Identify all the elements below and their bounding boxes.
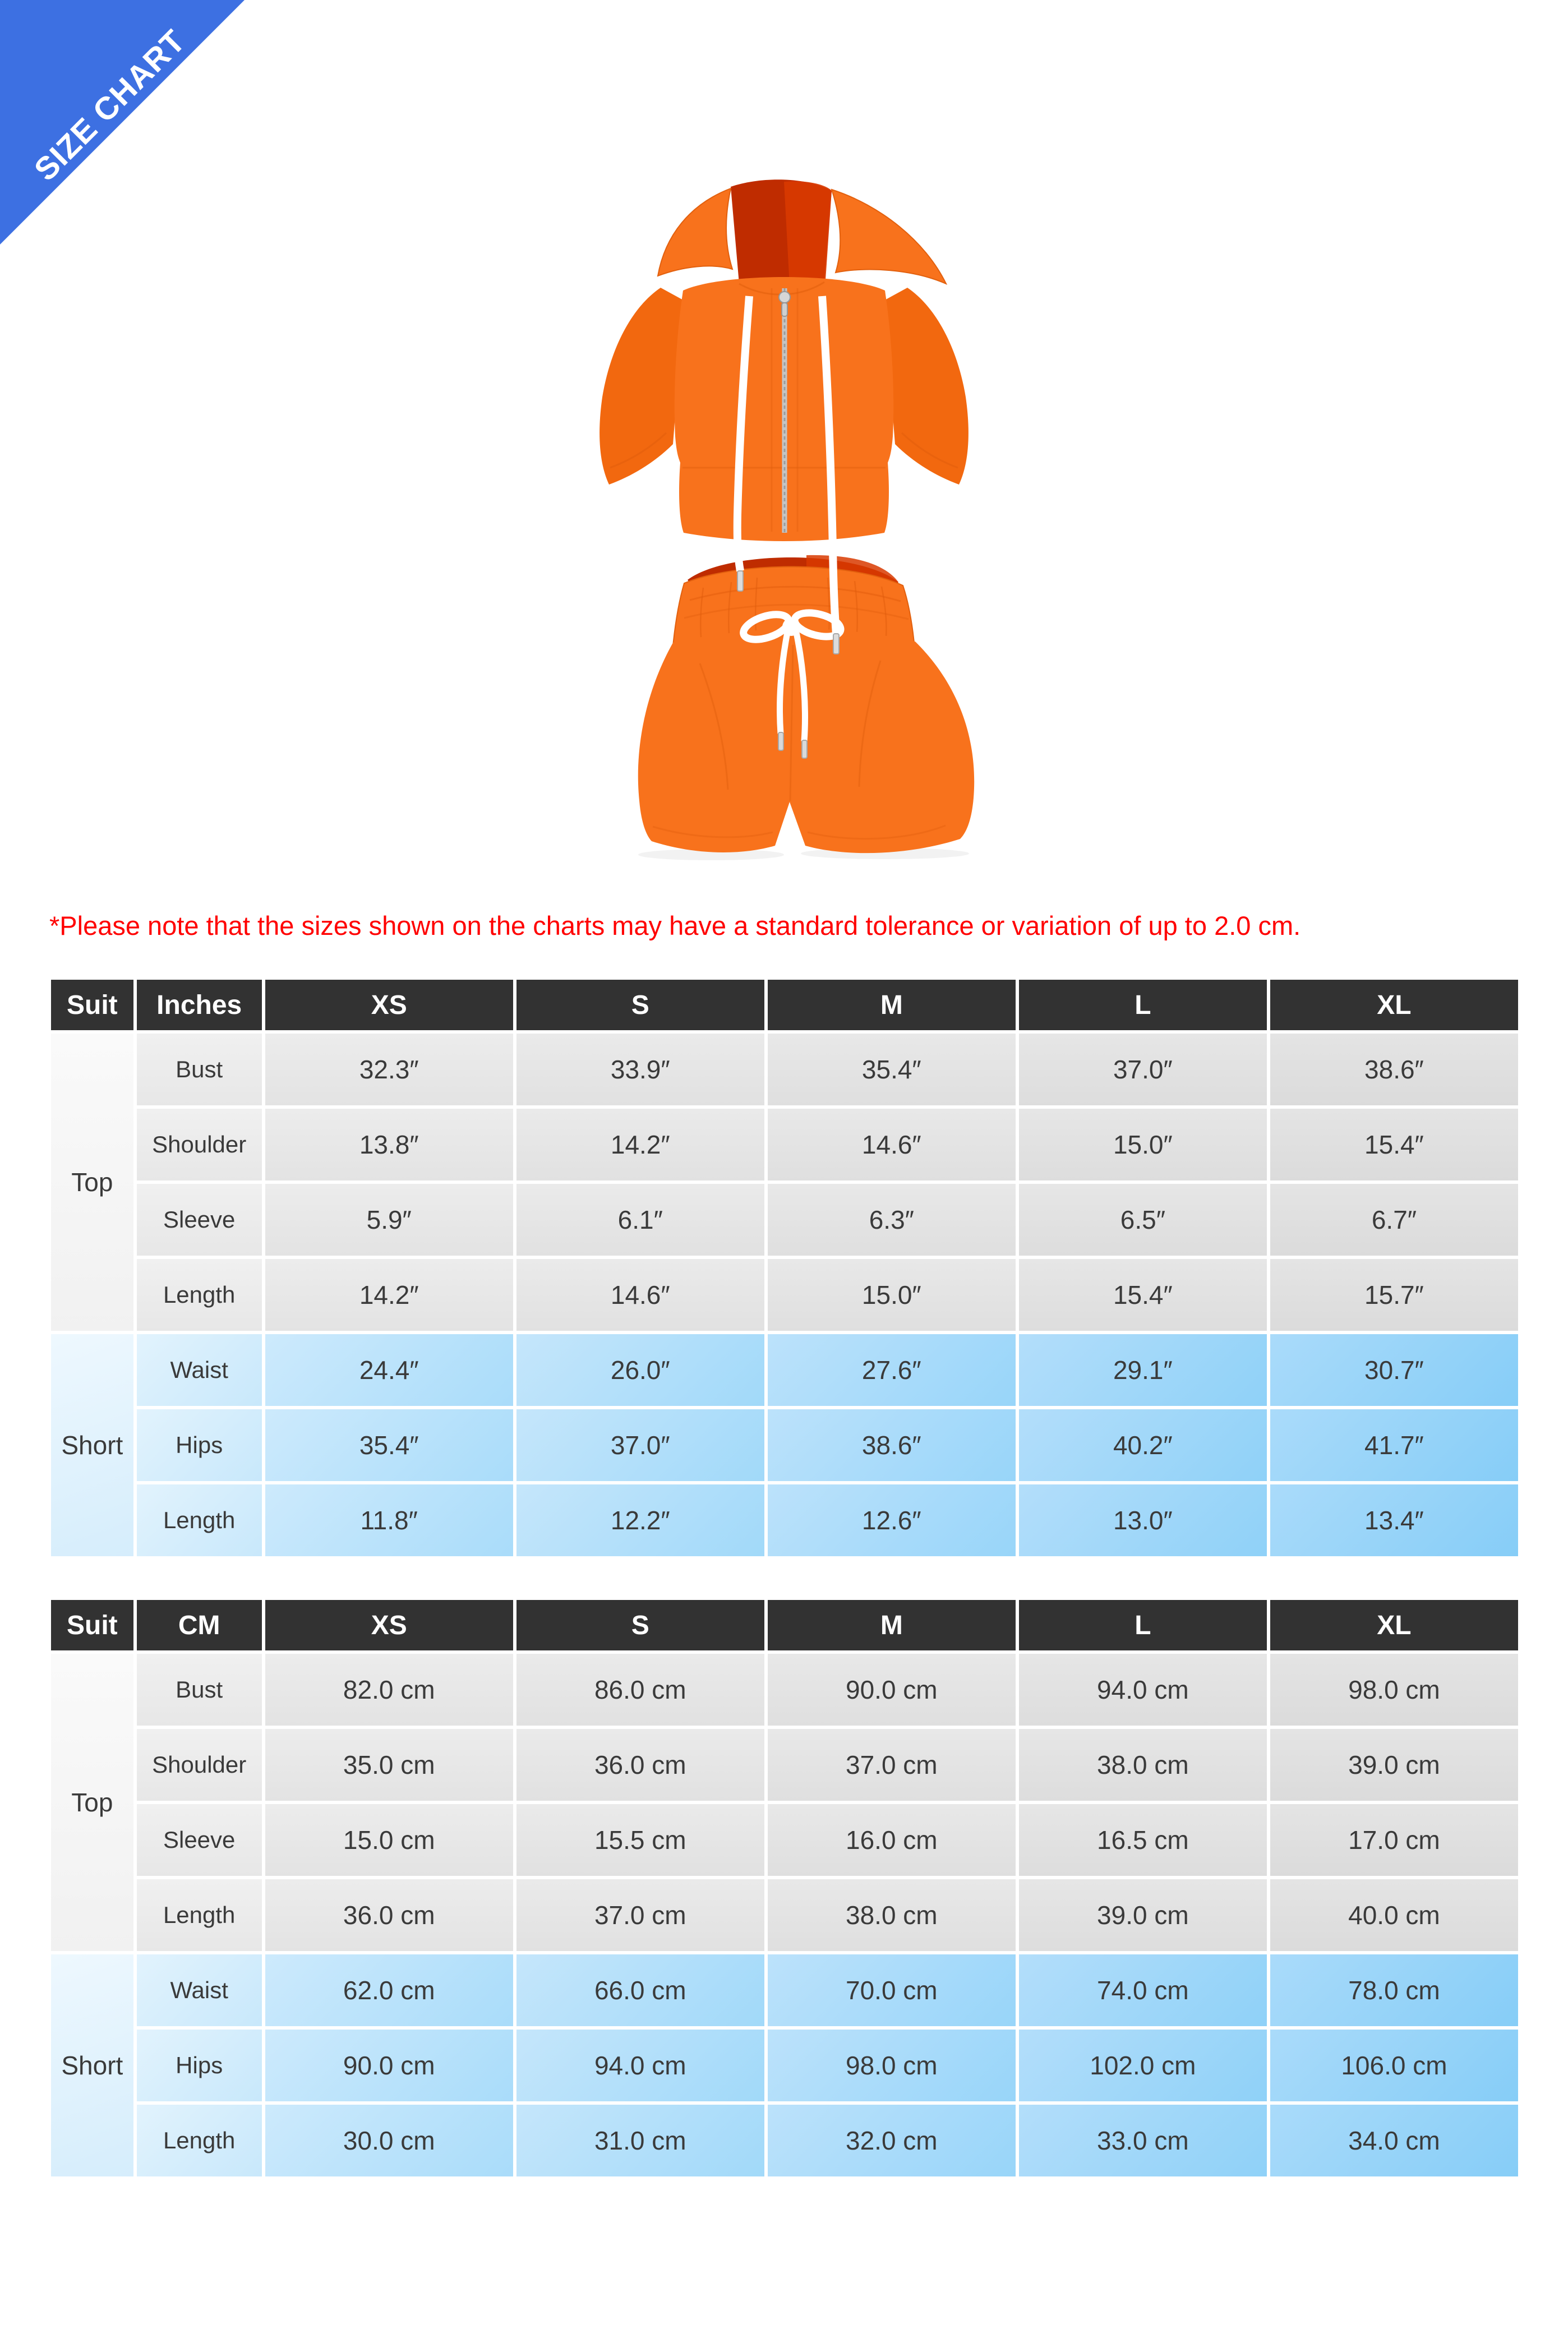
table-header-row xyxy=(51,1600,1518,1650)
size-value: 35.0 cm xyxy=(265,1729,513,1801)
size-table-inches xyxy=(48,976,1521,1560)
drawstring-aglet xyxy=(778,732,783,750)
size-value: 12.6″ xyxy=(768,1484,1016,1556)
size-value: 30.7″ xyxy=(1270,1334,1518,1406)
zipper-slider xyxy=(779,292,790,303)
header-size-s: S xyxy=(516,1600,764,1650)
table-row xyxy=(51,1334,1518,1406)
row-label: Sleeve xyxy=(137,1184,262,1256)
header-unit: CM xyxy=(137,1600,262,1650)
size-value: 16.5 cm xyxy=(1019,1804,1267,1876)
size-value: 35.4″ xyxy=(265,1409,513,1481)
size-value: 27.6″ xyxy=(768,1334,1016,1406)
row-label: Length xyxy=(137,1484,262,1556)
row-label: Shoulder xyxy=(137,1109,262,1180)
size-value: 37.0 cm xyxy=(516,1879,764,1951)
table-row xyxy=(51,1109,1518,1180)
size-value: 15.4″ xyxy=(1270,1109,1518,1180)
size-value: 5.9″ xyxy=(265,1184,513,1256)
header-size-l: L xyxy=(1019,980,1267,1030)
size-value: 74.0 cm xyxy=(1019,1954,1267,2026)
size-value: 6.5″ xyxy=(1019,1184,1267,1256)
size-value: 38.0 cm xyxy=(768,1879,1016,1951)
size-value: 14.2″ xyxy=(516,1109,764,1180)
size-value: 36.0 cm xyxy=(516,1729,764,1801)
size-value: 13.4″ xyxy=(1270,1484,1518,1556)
size-value: 102.0 cm xyxy=(1019,2030,1267,2101)
size-value: 38.6″ xyxy=(768,1409,1016,1481)
size-value: 13.0″ xyxy=(1019,1484,1267,1556)
table-row xyxy=(51,1804,1518,1876)
ribbon-triangle xyxy=(0,0,245,245)
group-label-short: Short xyxy=(51,1954,133,2176)
size-value: 32.0 cm xyxy=(768,2105,1016,2176)
size-value: 39.0 cm xyxy=(1019,1879,1267,1951)
zipper-pull xyxy=(782,303,787,316)
header-size-m: M xyxy=(768,1600,1016,1650)
table-row xyxy=(51,1409,1518,1481)
size-value: 35.4″ xyxy=(768,1034,1016,1105)
size-value: 70.0 cm xyxy=(768,1954,1016,2026)
shorts-illustration xyxy=(638,541,974,860)
size-value: 13.8″ xyxy=(265,1109,513,1180)
size-value: 66.0 cm xyxy=(516,1954,764,2026)
size-value: 31.0 cm xyxy=(516,2105,764,2176)
row-label: Hips xyxy=(137,1409,262,1481)
size-value: 11.8″ xyxy=(265,1484,513,1556)
header-suit: Suit xyxy=(51,980,133,1030)
table-header-row xyxy=(51,980,1518,1030)
row-label: Waist xyxy=(137,1334,262,1406)
ribbon-label: SIZE CHART xyxy=(27,22,193,188)
drawstring-aglet xyxy=(737,571,743,591)
size-value: 14.6″ xyxy=(516,1259,764,1331)
size-value: 15.0″ xyxy=(768,1259,1016,1331)
size-value: 15.7″ xyxy=(1270,1259,1518,1331)
size-value: 37.0″ xyxy=(1019,1034,1267,1105)
left-sleeve xyxy=(599,288,684,485)
size-value: 90.0 cm xyxy=(768,1654,1016,1726)
size-value: 98.0 cm xyxy=(768,2030,1016,2101)
size-value: 15.4″ xyxy=(1019,1259,1267,1331)
header-unit: Inches xyxy=(137,980,262,1030)
size-value: 12.2″ xyxy=(516,1484,764,1556)
size-table-cm xyxy=(48,1597,1521,2180)
size-value: 6.3″ xyxy=(768,1184,1016,1256)
row-label: Bust xyxy=(137,1654,262,1726)
size-value: 38.6″ xyxy=(1270,1034,1518,1105)
row-label: Bust xyxy=(137,1034,262,1105)
size-value: 38.0 cm xyxy=(1019,1729,1267,1801)
size-chart-ribbon xyxy=(0,0,247,247)
tolerance-note: *Please note that the sizes shown on the charts may have a standard tolerance or variation of up to 2.0 cm. xyxy=(49,911,1301,940)
product-illustration xyxy=(543,156,1025,863)
hood-right xyxy=(832,190,946,284)
header-suit: Suit xyxy=(51,1600,133,1650)
size-value: 6.7″ xyxy=(1270,1184,1518,1256)
size-value: 15.0″ xyxy=(1019,1109,1267,1180)
hood-left xyxy=(658,188,732,276)
size-value: 6.1″ xyxy=(516,1184,764,1256)
size-value: 86.0 cm xyxy=(516,1654,764,1726)
size-value: 15.0 cm xyxy=(265,1804,513,1876)
row-label: Waist xyxy=(137,1954,262,2026)
size-value: 37.0″ xyxy=(516,1409,764,1481)
size-value: 36.0 cm xyxy=(265,1879,513,1951)
size-value: 90.0 cm xyxy=(265,2030,513,2101)
size-value: 34.0 cm xyxy=(1270,2105,1518,2176)
table-row xyxy=(51,1259,1518,1331)
size-value: 82.0 cm xyxy=(265,1654,513,1726)
row-label: Hips xyxy=(137,2030,262,2101)
header-size-xs: XS xyxy=(265,980,513,1030)
size-value: 94.0 cm xyxy=(1019,1654,1267,1726)
size-value: 32.3″ xyxy=(265,1034,513,1105)
size-value: 94.0 cm xyxy=(516,2030,764,2101)
header-size-m: M xyxy=(768,980,1016,1030)
size-value: 78.0 cm xyxy=(1270,1954,1518,2026)
size-value: 40.2″ xyxy=(1019,1409,1267,1481)
group-label-top: Top xyxy=(51,1034,133,1331)
table-row xyxy=(51,1729,1518,1801)
hood-lining-highlight xyxy=(784,181,832,289)
table-row xyxy=(51,1654,1518,1726)
table-row xyxy=(51,2030,1518,2101)
size-value: 29.1″ xyxy=(1019,1334,1267,1406)
drawstring-aglet xyxy=(833,634,839,654)
table-row xyxy=(51,1879,1518,1951)
header-size-xs: XS xyxy=(265,1600,513,1650)
header-size-xl: XL xyxy=(1270,980,1518,1030)
drawstring-aglet xyxy=(802,740,807,758)
table-row xyxy=(51,2105,1518,2176)
size-value: 98.0 cm xyxy=(1270,1654,1518,1726)
size-value: 24.4″ xyxy=(265,1334,513,1406)
size-value: 106.0 cm xyxy=(1270,2030,1518,2101)
header-size-l: L xyxy=(1019,1600,1267,1650)
row-label: Length xyxy=(137,1879,262,1951)
size-value: 17.0 cm xyxy=(1270,1804,1518,1876)
header-size-xl: XL xyxy=(1270,1600,1518,1650)
product-photo xyxy=(543,156,1025,863)
size-value: 41.7″ xyxy=(1270,1409,1518,1481)
header-size-s: S xyxy=(516,980,764,1030)
table-row xyxy=(51,1184,1518,1256)
size-value: 15.5 cm xyxy=(516,1804,764,1876)
size-value: 33.9″ xyxy=(516,1034,764,1105)
size-value: 40.0 cm xyxy=(1270,1879,1518,1951)
size-value: 26.0″ xyxy=(516,1334,764,1406)
size-value: 33.0 cm xyxy=(1019,2105,1267,2176)
size-value: 16.0 cm xyxy=(768,1804,1016,1876)
row-label: Length xyxy=(137,2105,262,2176)
row-label: Sleeve xyxy=(137,1804,262,1876)
size-value: 39.0 cm xyxy=(1270,1729,1518,1801)
size-value: 14.2″ xyxy=(265,1259,513,1331)
right-sleeve xyxy=(884,288,969,485)
group-label-top: Top xyxy=(51,1654,133,1951)
table-row xyxy=(51,1034,1518,1105)
size-value: 62.0 cm xyxy=(265,1954,513,2026)
size-value: 37.0 cm xyxy=(768,1729,1016,1801)
size-value: 14.6″ xyxy=(768,1109,1016,1180)
size-value: 30.0 cm xyxy=(265,2105,513,2176)
table-row xyxy=(51,1954,1518,2026)
group-label-short: Short xyxy=(51,1334,133,1556)
table-row xyxy=(51,1484,1518,1556)
row-label: Length xyxy=(137,1259,262,1331)
row-label: Shoulder xyxy=(137,1729,262,1801)
